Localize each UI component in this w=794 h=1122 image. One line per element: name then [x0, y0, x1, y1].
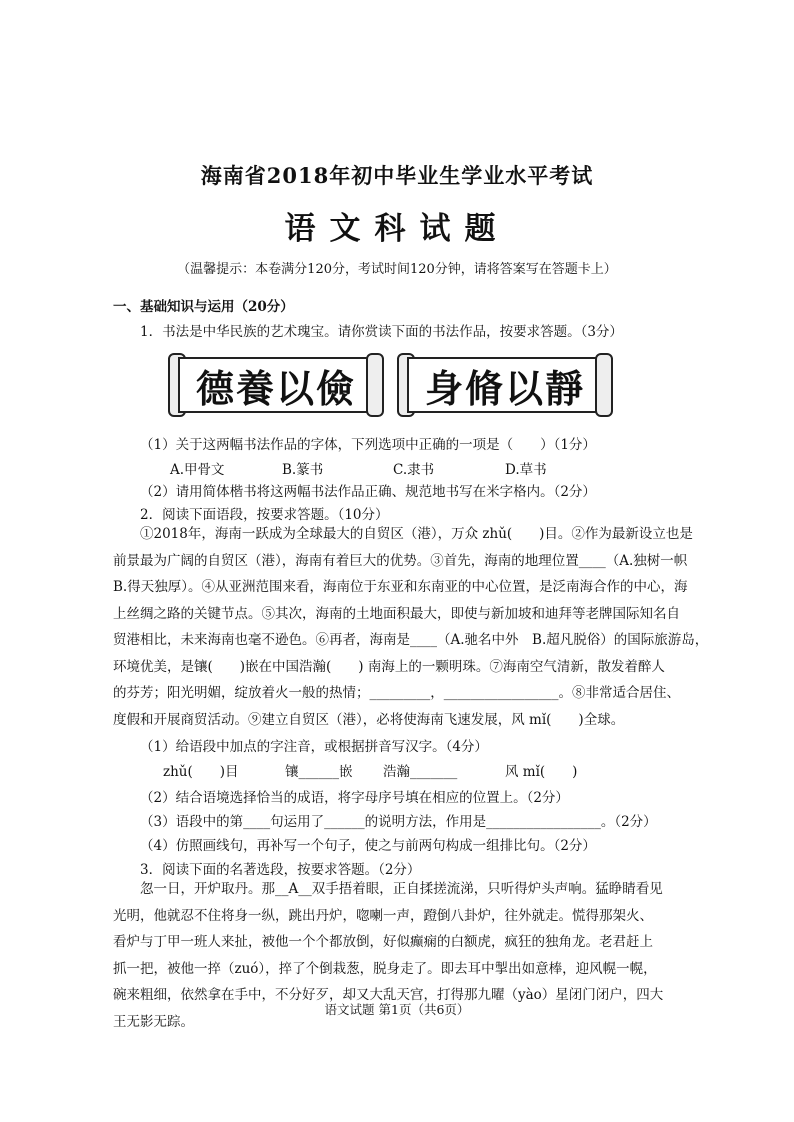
exam-title: 海南省2018年初中毕业生学业水平考试 — [200, 163, 594, 188]
option-d: D.草书 — [505, 462, 547, 478]
passage-line: 的芬芳；阳光明媚，绽放着火一般的热情；_________，_________________。⑧非常适合居住、 — [113, 685, 680, 701]
passage-line: 贸港相比，未来海南也毫不逊色。⑥再者，海南是____（A.驰名中外 B.超凡脱俗）的国际旅游岛， — [113, 632, 709, 648]
option-c: C.隶书 — [393, 462, 435, 478]
q3-stem: 3．阅读下面的名著选段，按要求答题。（2分） — [140, 862, 421, 878]
passage-line: 抓一把，被他一捽（zuó），捽了个倒栽葱，脱身走了。即去耳中掣出如意棒，迎风幌一幌， — [113, 960, 657, 977]
passage-line: 碗来粗细，依然拿在手中，不分好歹，却又大乱天宫，打得那九曜（yào）星闭门闭户，四大 — [113, 987, 664, 1003]
passage-line: ①2018年，海南一跃成为全球最大的自贸区（港），万众 zhǔ( )目。②作为最新设立也是 — [140, 526, 693, 542]
q2-sub4: （4）仿照画线句，再补写一个句子，使之与前两句构成一组排比句。（2分） — [140, 838, 596, 854]
section-heading: 一、基础知识与运用（20分） — [113, 299, 294, 315]
exam-notice: （温馨提示：本卷满分120分，考试时间120分钟，请将答案写在答题卡上） — [177, 262, 617, 277]
passage-line: 前景最为广阔的自贸区（港），海南有着巨大的优势。③首先，海南的地理位置____（A.独树一帜 — [113, 552, 688, 569]
q2-sub3: （3）语段中的第____句运用了______的说明方法，作用是_________________。（2分） — [140, 814, 657, 830]
q1-sub1: （1）关于这两幅书法作品的字体，下列选项中正确的一项是（ ）（1分） — [140, 437, 596, 453]
passage-line: 王无影无踪。 — [113, 1013, 194, 1030]
option-a: A.甲骨文 — [170, 462, 225, 478]
option-b: B.篆书 — [282, 462, 324, 478]
passage-line: 看炉与丁甲一班人来扯，被他一个个都放倒，好似癫痫的白额虎，疯狂的独角龙。老君赶上 — [113, 934, 653, 950]
passage-line: 忽一日，开炉取丹。那__A__双手捂着眼，正自揉搓流涕，只听得炉头声响。猛睁睛看见 — [140, 881, 663, 897]
calligraphy-text: 德養以儉 — [195, 365, 356, 411]
passage-line: 上丝绸之路的关键节点。⑤其次，海南的土地面积最大，即使与新加坡和迪拜等老牌国际知名自 — [113, 605, 680, 622]
passage-line: 度假和开展商贸活动。⑨建立自贸区（港），必将使海南飞速发展，风 mǐ( )全球。 — [113, 711, 625, 728]
q2-stem: 2．阅读下面语段，按要求答题。（10分） — [140, 507, 389, 523]
q2-passage — [113, 521, 709, 733]
pinyin-item: 镶______嵌 — [285, 764, 353, 780]
passage-line: B.得天独厚）。④从亚洲范围来看，海南位于东亚和东南亚的中心位置，是泛南海合作的中心，海 — [113, 579, 688, 595]
subject-title: 语文科试题 — [284, 211, 510, 247]
q1-stem: 1．书法是中华民族的艺术瑰宝。请你赏读下面的书法作品，按要求答题。（3分） — [140, 324, 623, 340]
pinyin-item: 浩瀚_______ — [383, 764, 458, 780]
calligraphy-text: 身脩以靜 — [424, 365, 585, 411]
calligraphy-scroll-left — [168, 353, 384, 417]
passage-line: 环境优美，是镶( )嵌在中国浩瀚( ) 南海上的一颗明珠。⑦海南空气清新，散发着醉人 — [113, 658, 665, 675]
pinyin-item: 风 mǐ( ) — [505, 764, 578, 780]
passage-line: 光明，他就忍不住将身一纵，跳出丹炉，唿喇一声，蹬倒八卦炉，往外就走。慌得那架火、 — [113, 907, 653, 924]
calligraphy-scroll-right — [397, 353, 613, 417]
page-footer: 语文试题 第1页（共6页） — [324, 1002, 470, 1017]
pinyin-item: zhǔ( )目 — [163, 764, 239, 780]
q2-sub1: （1）给语段中加点的字注音，或根据拼音写汉字。（4分） — [140, 739, 488, 755]
q1-sub2: （2）请用简体楷书将这两幅书法作品正确、规范地书写在米字格内。（2分） — [140, 484, 596, 500]
q2-sub2: （2）结合语境选择恰当的成语，将字母序号填在相应的位置上。（2分） — [140, 790, 569, 806]
